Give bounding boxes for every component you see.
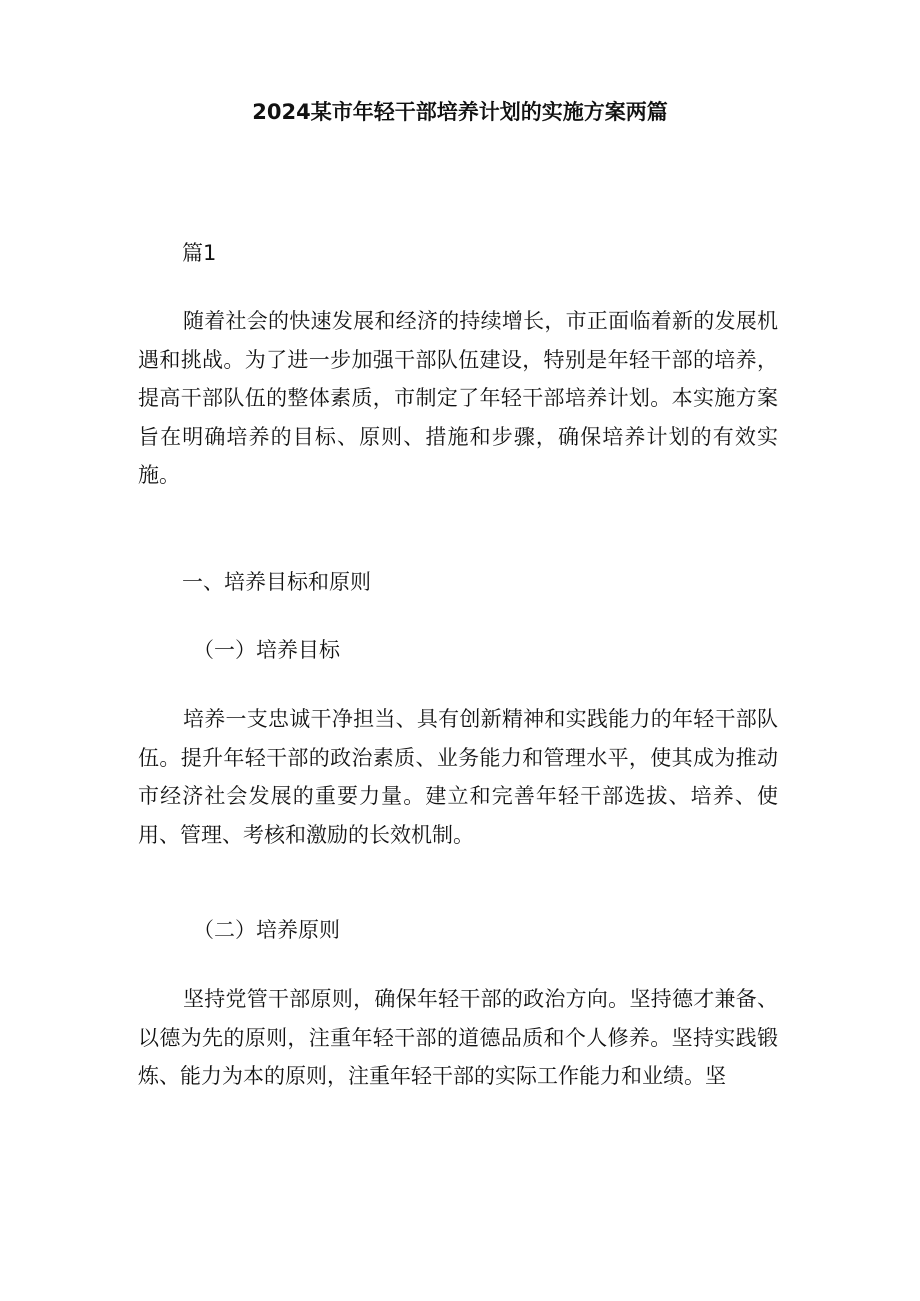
- principles-paragraph: 坚持党管干部原则，确保年轻干部的政治方向。坚持德才兼备、以德为先的原则，注重年轻干部的道德品质和个人修养。坚持实践锻炼、能力为本的原则，注重年轻干部的实际工作能力和业绩。坚: [138, 987, 778, 1088]
- heading-goals-principles: 一、培养目标和原则: [182, 570, 371, 594]
- section-label: 篇1: [182, 241, 217, 265]
- subheading-goals: （一）培养目标: [193, 638, 340, 662]
- intro-paragraph: 随着社会的快速发展和经济的持续增长，市正面临着新的发展机遇和挑战。为了进一步加强干部队伍建设，特别是年轻干部的培养，提高干部队伍的整体素质，市制定了年轻干部培养计划。本实施方案旨在明确培养的目标、原则、措施和步骤，确保培养计划的有效实施。: [138, 309, 778, 487]
- goals-paragraph: 培养一支忠诚干净担当、具有创新精神和实践能力的年轻干部队伍。提升年轻干部的政治素质、业务能力和管理水平，使其成为推动市经济社会发展的重要力量。建立和完善年轻干部选拔、培养、使用、管理、考核和激励的长效机制。: [138, 707, 778, 847]
- subheading-principles: （二）培养原则: [193, 918, 340, 942]
- document-title: 2024某市年轻干部培养计划的实施方案两篇: [252, 100, 668, 124]
